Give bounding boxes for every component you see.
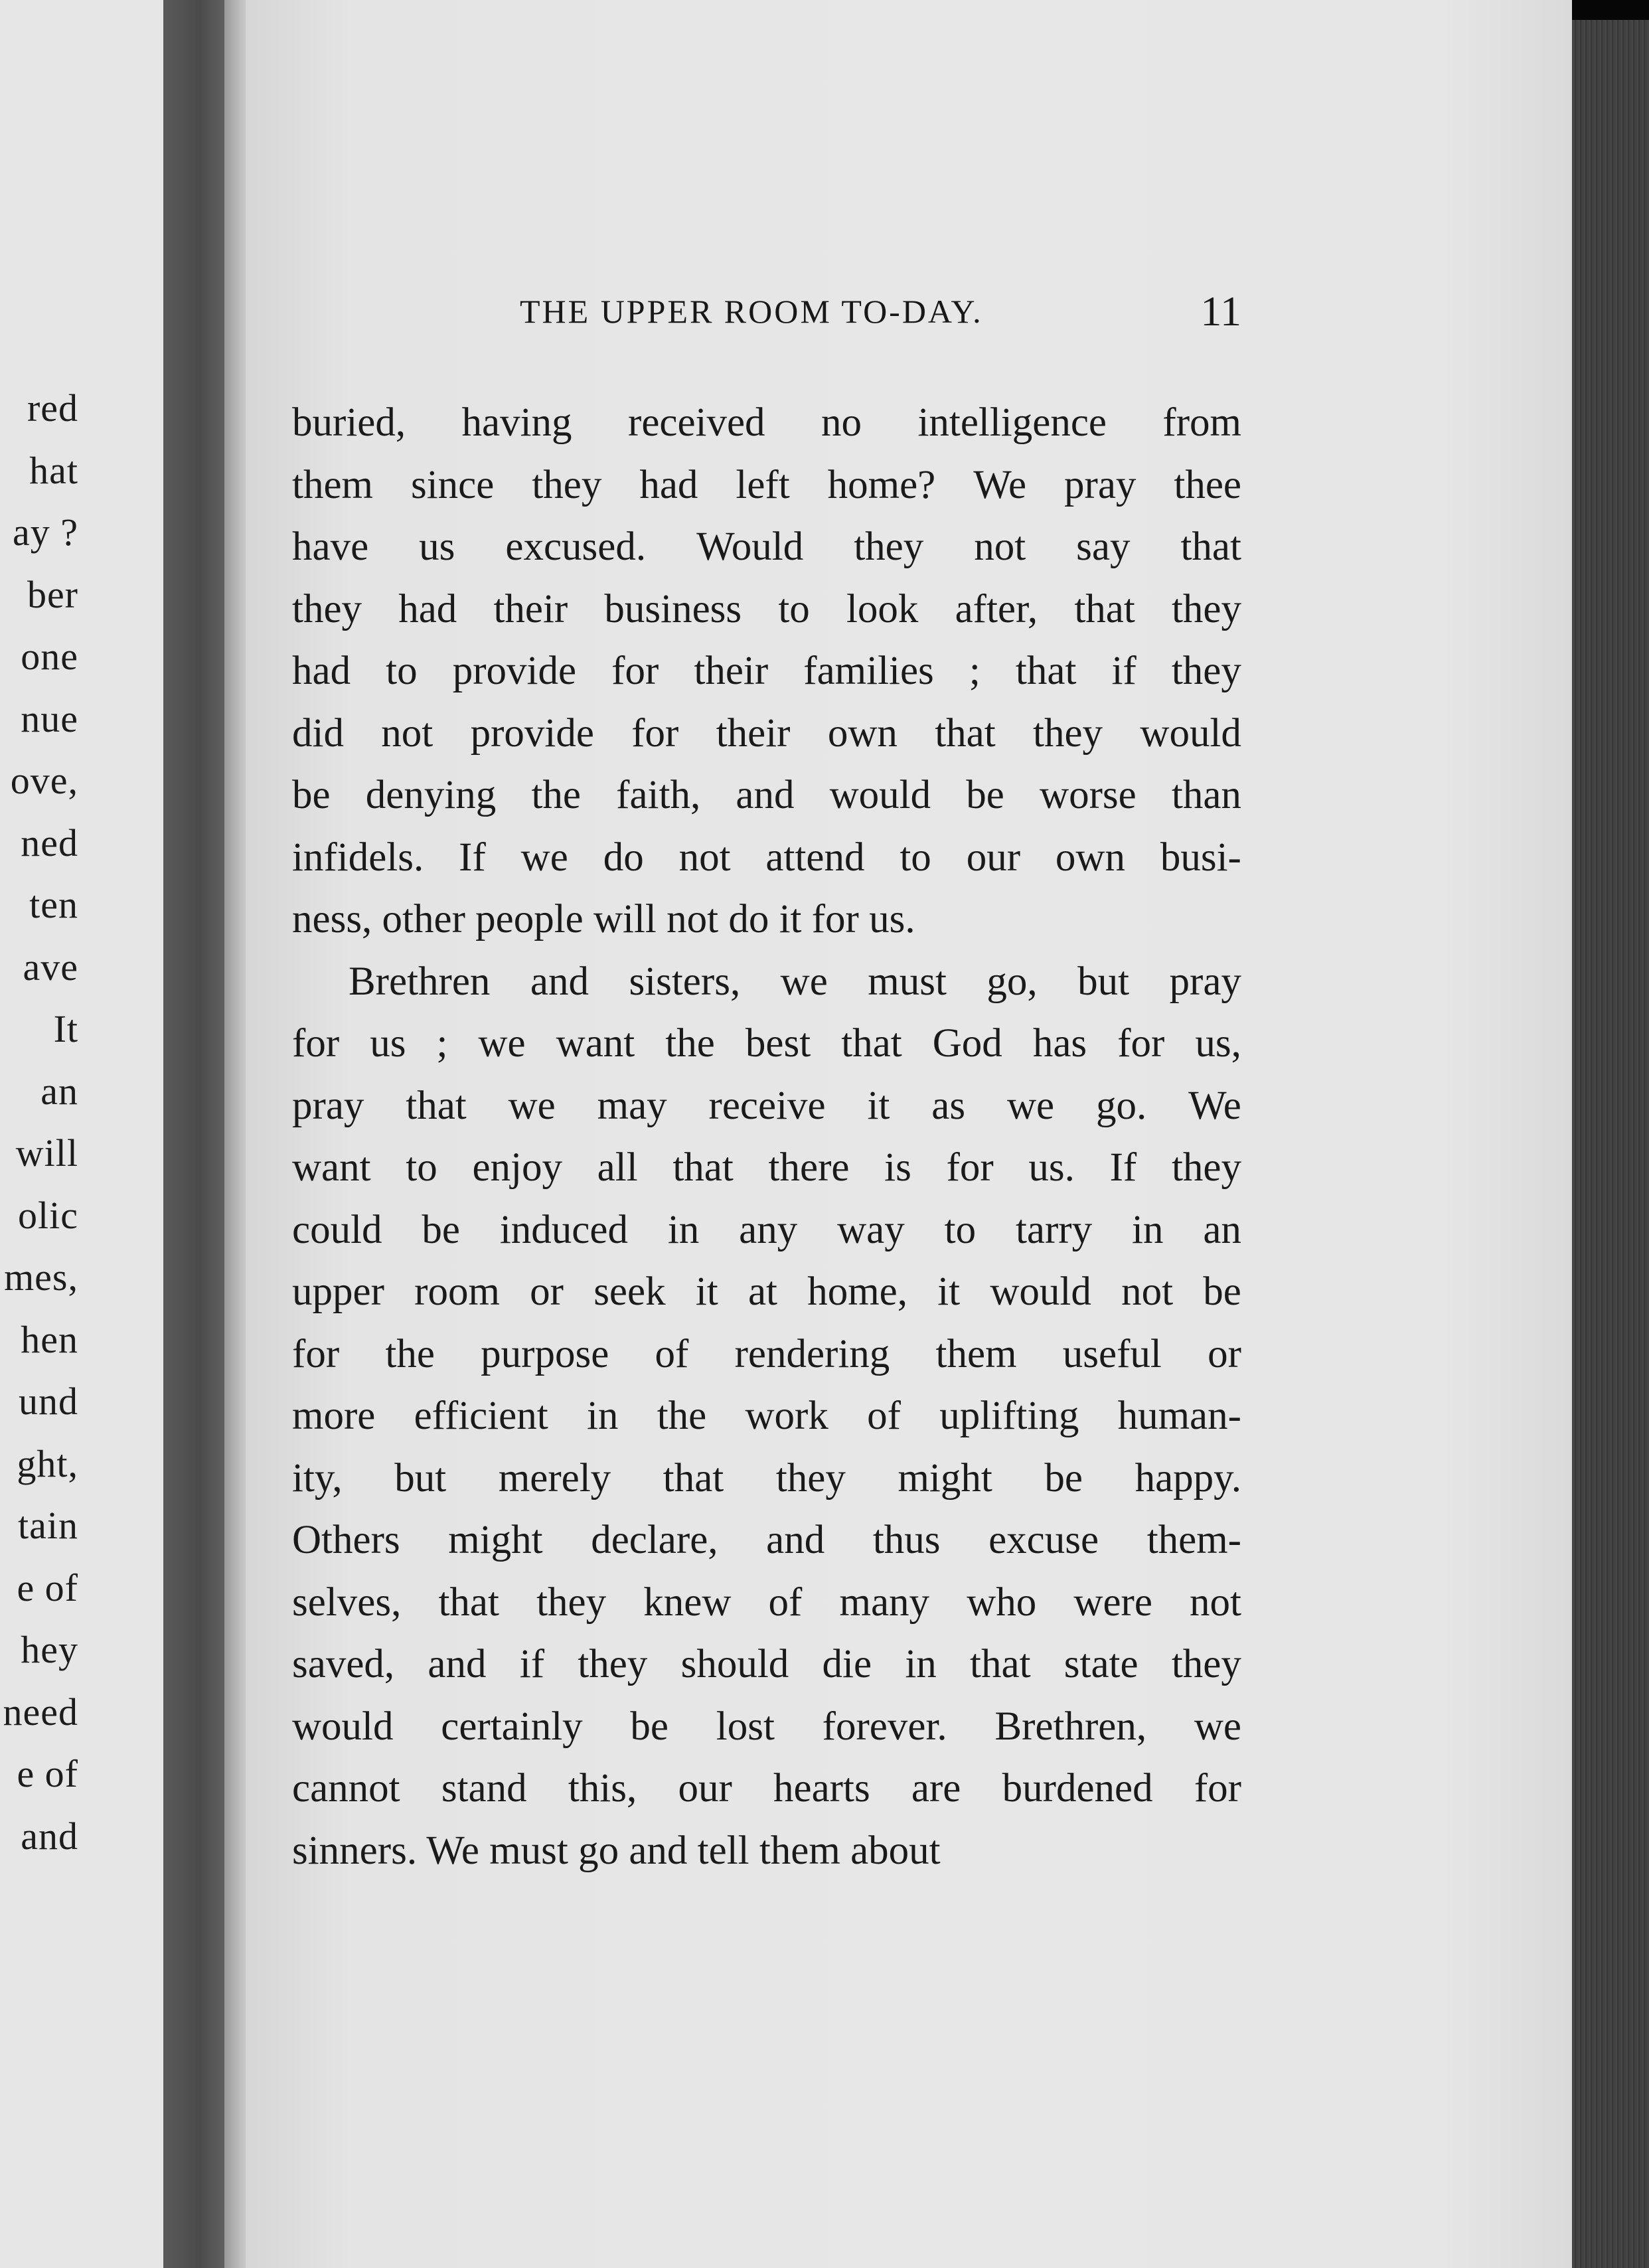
left-page-text: [3, 377, 79, 1867]
text-line: had to provide for their families ; that if they: [292, 649, 1241, 693]
left-line: an: [40, 1069, 78, 1113]
left-line: need: [3, 1690, 78, 1734]
text-line: saved, and if they should die in that state they: [292, 1642, 1241, 1686]
text-line: would certainly be lost forever. Brethren, we: [292, 1704, 1241, 1749]
text-line: for us ; we want the best that God has for us,: [292, 1021, 1241, 1066]
text-line: they had their business to look after, that they: [292, 586, 1241, 631]
text-line: for the purpose of rendering them useful or: [292, 1331, 1241, 1376]
text-line: selves, that they knew of many who were not: [292, 1580, 1241, 1625]
left-line: ave: [23, 945, 78, 989]
text-line: ity, but merely that they might be happy.: [292, 1455, 1241, 1500]
text-line: Brethren and sisters, we must go, but pray: [349, 959, 1241, 1004]
left-line: ned: [21, 821, 78, 864]
left-line: hey: [21, 1628, 78, 1671]
page-number: 11: [1200, 287, 1241, 335]
left-line: nue: [21, 696, 78, 740]
left-line: olic: [18, 1193, 78, 1237]
page-gutter: [224, 0, 246, 2268]
left-line: It: [53, 1007, 78, 1050]
text-line: Others might declare, and thus excuse them-: [292, 1518, 1241, 1562]
page-edges: [1572, 20, 1649, 2268]
left-line: mes,: [4, 1256, 78, 1299]
text-line: infidels. If we do not attend to our own busi-: [292, 835, 1241, 880]
text-line: upper room or seek it at home, it would not be: [292, 1269, 1241, 1314]
text-line: them since they had left home? We pray thee: [292, 462, 1241, 507]
left-line: ten: [29, 883, 78, 926]
left-line: hat: [29, 448, 78, 492]
left-line: red: [27, 386, 78, 430]
left-line: and: [21, 1814, 78, 1858]
text-line: more efficient in the work of uplifting human-: [292, 1394, 1241, 1438]
text-line: want to enjoy all that there is for us. If they: [292, 1145, 1241, 1190]
text-line: pray that we may receive it as we go. We: [292, 1083, 1241, 1128]
book-spine-shadow: [163, 0, 224, 2268]
text-line: cannot stand this, our hearts are burdened for: [292, 1766, 1241, 1811]
text-line: buried, having received no intelligence from: [292, 400, 1241, 445]
left-line: will: [15, 1131, 78, 1174]
left-line: e of: [17, 1566, 78, 1609]
left-line: hen: [21, 1317, 78, 1361]
body-text: [292, 392, 1241, 1882]
left-line: tain: [18, 1504, 78, 1547]
text-line: have us excused. Would they not say that: [292, 525, 1241, 569]
left-line: one: [21, 635, 78, 678]
left-line: e of: [17, 1752, 78, 1795]
text-line: be denying the faith, and would be worse than: [292, 773, 1241, 817]
running-head-title: THE UPPER ROOM TO-DAY.: [520, 293, 983, 330]
left-page: [0, 0, 171, 2268]
left-line: ght,: [17, 1441, 78, 1485]
left-line: ay ?: [13, 511, 78, 554]
text-line: did not provide for their own that they would: [292, 710, 1241, 756]
left-line: ber: [27, 572, 78, 616]
left-line: und: [19, 1380, 78, 1423]
text-line: could be induced in any way to tarry in an: [292, 1207, 1241, 1252]
text-line: sinners. We must go and tell them about: [292, 1828, 941, 1873]
text-line: ness, other people will not do it for us.: [292, 897, 915, 941]
left-line: ove,: [10, 759, 78, 802]
running-head: [520, 287, 1241, 339]
